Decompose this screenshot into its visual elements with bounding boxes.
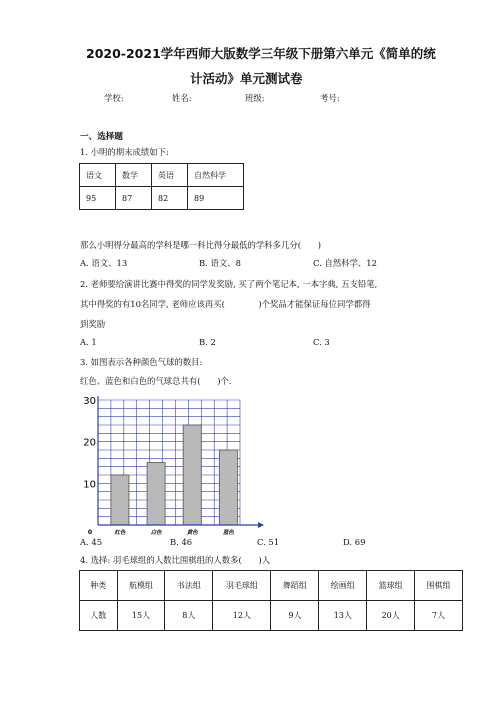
table-cell: 20人 bbox=[367, 601, 415, 631]
q3-option-d: D. 69 bbox=[343, 537, 366, 547]
q3-option-a: A. 45 bbox=[80, 537, 103, 547]
q2-option-c: C. 3 bbox=[313, 337, 330, 347]
field-class: 班级: bbox=[245, 93, 265, 103]
x-tick-label: 蓝色 bbox=[222, 530, 234, 536]
bar-0 bbox=[111, 475, 129, 525]
q1-option-b: B. 语文、8 bbox=[199, 258, 241, 268]
table-cell: 语文 bbox=[80, 164, 116, 187]
q3-option-c: C. 51 bbox=[257, 537, 280, 547]
y-tick-label: 0 bbox=[87, 529, 92, 536]
bar-3 bbox=[219, 450, 237, 525]
field-number: 考号: bbox=[320, 93, 340, 103]
field-name: 姓名: bbox=[172, 93, 192, 103]
q4-group-table bbox=[79, 570, 463, 631]
q1-option-a: A. 语文、13 bbox=[80, 258, 128, 268]
q2-line3: 到奖励 bbox=[80, 319, 106, 329]
q2-option-b: B. 2 bbox=[199, 337, 216, 347]
table-row bbox=[80, 187, 244, 210]
field-school: 学校: bbox=[104, 93, 124, 103]
table-cell: 8人 bbox=[165, 601, 213, 631]
table-cell: 人数 bbox=[80, 601, 118, 631]
q4-stem: 4. 选择: 羽毛球组的人数比围棋组的人数多( )人 bbox=[80, 555, 271, 565]
table-cell: 绘画组 bbox=[319, 571, 367, 601]
table-cell: 87 bbox=[116, 187, 152, 210]
table-cell: 种类 bbox=[80, 571, 118, 601]
q2-line1: 2. 老师要给演讲比赛中得奖的同学发奖励, 买了两个笔记本, 一本字典, 五支铅笔, bbox=[80, 279, 378, 289]
table-cell: 英语 bbox=[152, 164, 188, 187]
y-tick-label: 30 bbox=[83, 396, 96, 407]
table-cell: 自然科学 bbox=[188, 164, 244, 187]
table-cell: 书法组 bbox=[165, 571, 213, 601]
q1-score-table bbox=[79, 163, 244, 210]
table-cell: 围棋组 bbox=[415, 571, 463, 601]
table-cell: 舞蹈组 bbox=[271, 571, 319, 601]
q1-stem: 1. 小明的期末成绩如下: bbox=[80, 147, 169, 157]
table-cell: 数学 bbox=[116, 164, 152, 187]
doc-title-line2: 计活动》单元测试卷 bbox=[190, 71, 303, 86]
table-cell: 82 bbox=[152, 187, 188, 210]
q3-option-b: B. 46 bbox=[170, 537, 193, 547]
q3-stem: 3. 如图表示各种颜色气球的数目: bbox=[80, 357, 203, 367]
table-row bbox=[80, 164, 244, 187]
table-cell: 95 bbox=[80, 187, 116, 210]
table-row bbox=[80, 571, 463, 601]
table-cell: 航模组 bbox=[117, 571, 165, 601]
y-tick-label: 10 bbox=[83, 479, 96, 491]
chart-y-ticks bbox=[83, 396, 96, 536]
table-cell: 13人 bbox=[319, 601, 367, 631]
x-tick-label: 白色 bbox=[150, 530, 162, 536]
table-cell: 15人 bbox=[117, 601, 165, 631]
table-cell: 羽毛球组 bbox=[213, 571, 271, 601]
doc-title-line1: 2020-2021学年西师大版数学三年级下册第六单元《简单的统 bbox=[86, 46, 436, 61]
q1-option-c: C. 自然科学、12 bbox=[313, 258, 377, 268]
q1-question: 那么小明得分最高的学科是哪一科比得分最低的学科多几分( ) bbox=[80, 240, 322, 250]
table-cell: 89 bbox=[188, 187, 244, 210]
chart-x-ticks bbox=[114, 529, 234, 536]
table-row bbox=[80, 601, 463, 631]
table-cell: 9人 bbox=[271, 601, 319, 631]
q2-line2: 其中得奖的有10名同学, 老师应该再买( )个奖品才能保证每位同学都得 bbox=[80, 299, 371, 309]
q2-option-a: A. 1 bbox=[80, 337, 97, 347]
y-tick-label: 20 bbox=[83, 437, 96, 449]
bar-2 bbox=[183, 425, 201, 525]
table-cell: 7人 bbox=[415, 601, 463, 631]
table-cell: 12人 bbox=[213, 601, 271, 631]
x-axis-arrow bbox=[258, 522, 264, 528]
balloon-bar-chart bbox=[78, 390, 278, 540]
bar-1 bbox=[147, 463, 165, 526]
section-heading: 一、选择题 bbox=[80, 132, 123, 142]
q3-question: 红色、蓝色和白色的气球总共有( )个. bbox=[80, 376, 232, 386]
x-tick-label: 红色 bbox=[114, 530, 126, 536]
table-cell: 篮球组 bbox=[367, 571, 415, 601]
x-tick-label: 黄色 bbox=[186, 530, 198, 536]
